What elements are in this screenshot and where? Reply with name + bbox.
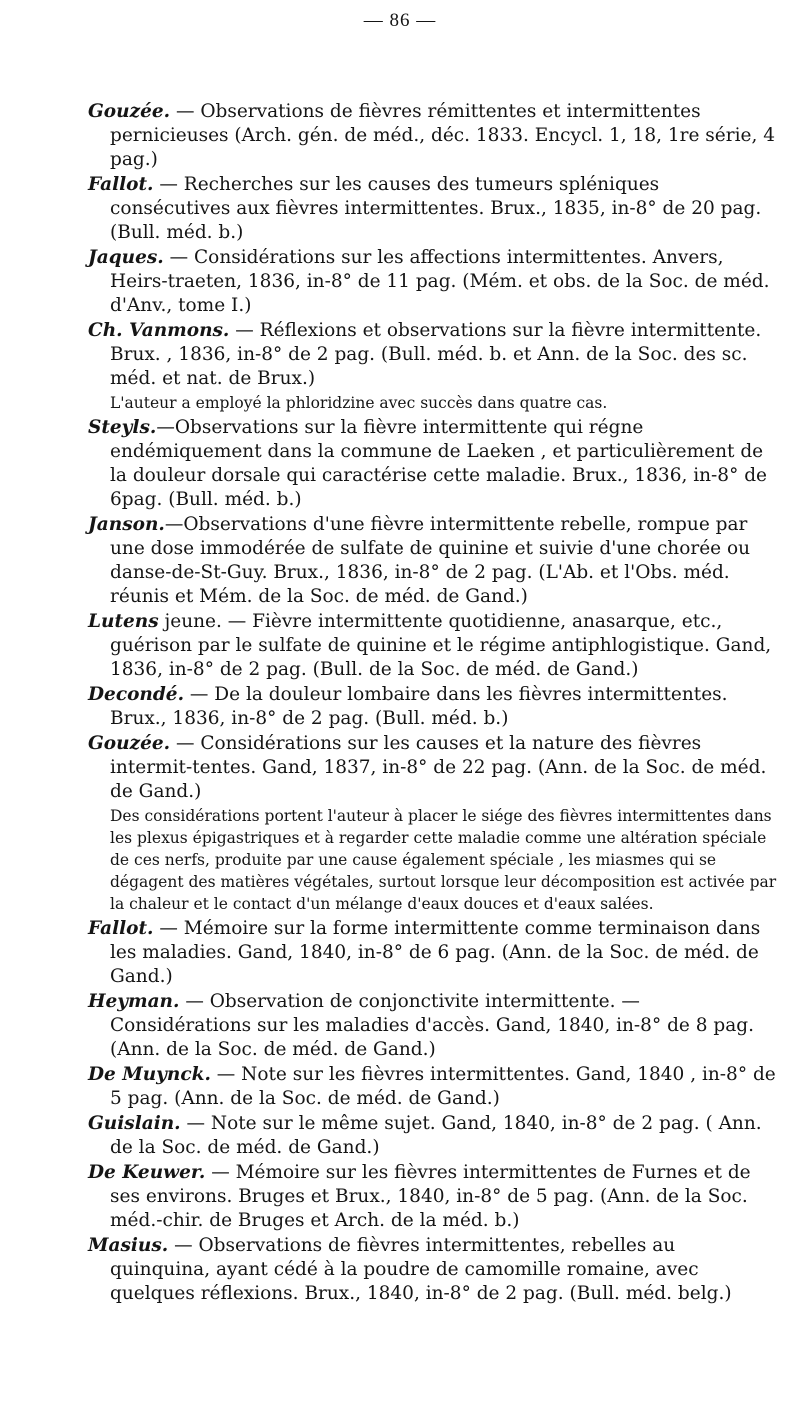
entry-author: Heyman. (88, 991, 180, 1012)
entry-text: — Mémoire sur les fièvres intermittentes de Furnes et de ses environs. Bruges et Brux., 1840, in-8° de 5 pag. (Ann. de la Soc. méd.-chir. de Bruges et Arch. de la méd. b.) (110, 1162, 751, 1231)
entry-author: De Muynck. (88, 1064, 211, 1085)
bibliography-entry (88, 246, 778, 318)
entry-author: Janson. (88, 514, 165, 535)
entry-text: — Considérations sur les affections intermittentes. Anvers, Heirs-traeten, 1836, in-8° de 11 pag. (Mém. et obs. de la Soc. de méd. d'Anv., tome I.) (110, 247, 770, 316)
bibliography-entry (88, 683, 778, 731)
bibliography-entry (88, 416, 778, 512)
entry-text: — Note sur le même sujet. Gand, 1840, in-8° de 2 pag. ( Ann. de la Soc. de méd. de Gand.) (110, 1113, 762, 1158)
entry-note: Des considérations portent l'auteur à placer le siége des fièvres intermittentes dans les plexus épigastriques et à regarder cette maladie comme une altération spéciale de ces nerfs, produite par une cause également spéciale , les miasmes qui se dégagent des matières végétales, surtout lorsque leur décomposition est activée par la chaleur et le contact d'un mélange d'eaux douces et d'eaux salées. (110, 807, 777, 913)
entry-text: — Observation de conjonctivite intermittente. — Considérations sur les maladies d'accès. Gand, 1840, in-8° de 8 pag. (Ann. de la Soc. de méd. de Gand.) (110, 991, 754, 1060)
entry-author: Steyls. (88, 417, 157, 438)
entry-text: —Observations d'une fièvre intermittente rebelle, rompue par une dose immodérée de sulfate de quinine et suivie d'une chorée ou danse-de-St-Guy. Brux., 1836, in-8° de 2 pag. (L'Ab. et l'Obs. méd. réunis et Mém. de la Soc. de méd. de Gand.) (110, 514, 751, 607)
bibliography-entry (88, 100, 778, 172)
entry-author: Ch. Vanmons. (88, 320, 230, 341)
bibliography-entry (88, 1161, 778, 1233)
entry-text: — De la douleur lombaire dans les fièvres intermittentes. Brux., 1836, in-8° de 2 pag. (Bull. méd. b.) (110, 684, 728, 729)
bibliography-entry (88, 990, 778, 1062)
bibliography-entry (88, 1234, 778, 1306)
entry-author: De Keuwer. (88, 1162, 206, 1183)
bibliography-entry (88, 1063, 778, 1111)
entry-text: —Observations sur la fièvre intermittente qui régne endémiquement dans la commune de Laeken , et particulièrement de la douleur dorsale qui caractérise cette maladie. Brux., 1836, in-8° de 6pag. (Bull. méd. b.) (110, 417, 768, 510)
entry-author: Jaques. (88, 247, 164, 268)
bibliography-entry (88, 1112, 778, 1160)
page-number: — 86 — (363, 10, 437, 31)
entry-author: Guislain. (88, 1113, 181, 1134)
entry-author: Masius. (88, 1235, 169, 1256)
bibliography-entry (88, 917, 778, 989)
entry-author: Lutens (88, 611, 159, 632)
bibliography-entry (88, 319, 778, 391)
entry-text: — Mémoire sur la forme intermittente comme terminaison dans les maladies. Gand, 1840, in-8° de 6 pag. (Ann. de la Soc. de méd. de Gand.) (110, 918, 761, 987)
bibliography-entry (88, 610, 778, 682)
bibliography-entry (88, 732, 778, 804)
entry-text: — Considérations sur les causes et la nature des fièvres intermit-tentes. Gand, 1837, in-8° de 22 pag. (Ann. de la Soc. de méd. de Gand.) (110, 733, 767, 802)
entry-text: — Note sur les fièvres intermittentes. Gand, 1840 , in-8° de 5 pag. (Ann. de la Soc. de méd. de Gand.) (110, 1064, 776, 1109)
bibliography-list (88, 100, 778, 1307)
entry-text: — Observations de fièvres rémittentes et intermittentes pernicieuses (Arch. gén. de méd., déc. 1833. Encycl. 1, 18, 1re série, 4 pag.) (110, 101, 775, 170)
entry-text: — Observations de fièvres intermittentes, rebelles au quinquina, ayant cédé à la poudre de camomille romaine, avec quelques réflexions. Brux., 1840, in-8° de 2 pag. (Bull. méd. belg.) (110, 1235, 732, 1304)
entry-author: Decondé. (88, 684, 185, 705)
entry-text: — Réflexions et observations sur la fièvre intermittente. Brux. , 1836, in-8° de 2 pag. (Bull. méd. b. et Ann. de la Soc. des sc. méd. et nat. de Brux.) (110, 320, 762, 389)
entry-author: Fallot. (88, 918, 154, 939)
entry-note: L'auteur a employé la phloridzine avec succès dans quatre cas. (110, 394, 608, 412)
bibliography-entry (88, 513, 778, 609)
entry-text: jeune. — Fièvre intermittente quotidienne, anasarque, etc., guérison par le sulfate de quinine et le régime antiphlogistique. Gand, 1836, in-8° de 2 pag. (Bull. de la Soc. de méd. de Gand.) (110, 611, 772, 680)
entry-author: Gouzée. (88, 733, 171, 754)
bibliography-entry (88, 173, 778, 245)
entry-author: Gouzée. (88, 101, 171, 122)
entry-text: — Recherches sur les causes des tumeurs spléniques consécutives aux fièvres intermittentes. Brux., 1835, in-8° de 20 pag. (Bull. méd. b.) (110, 174, 762, 243)
entry-author: Fallot. (88, 174, 154, 195)
